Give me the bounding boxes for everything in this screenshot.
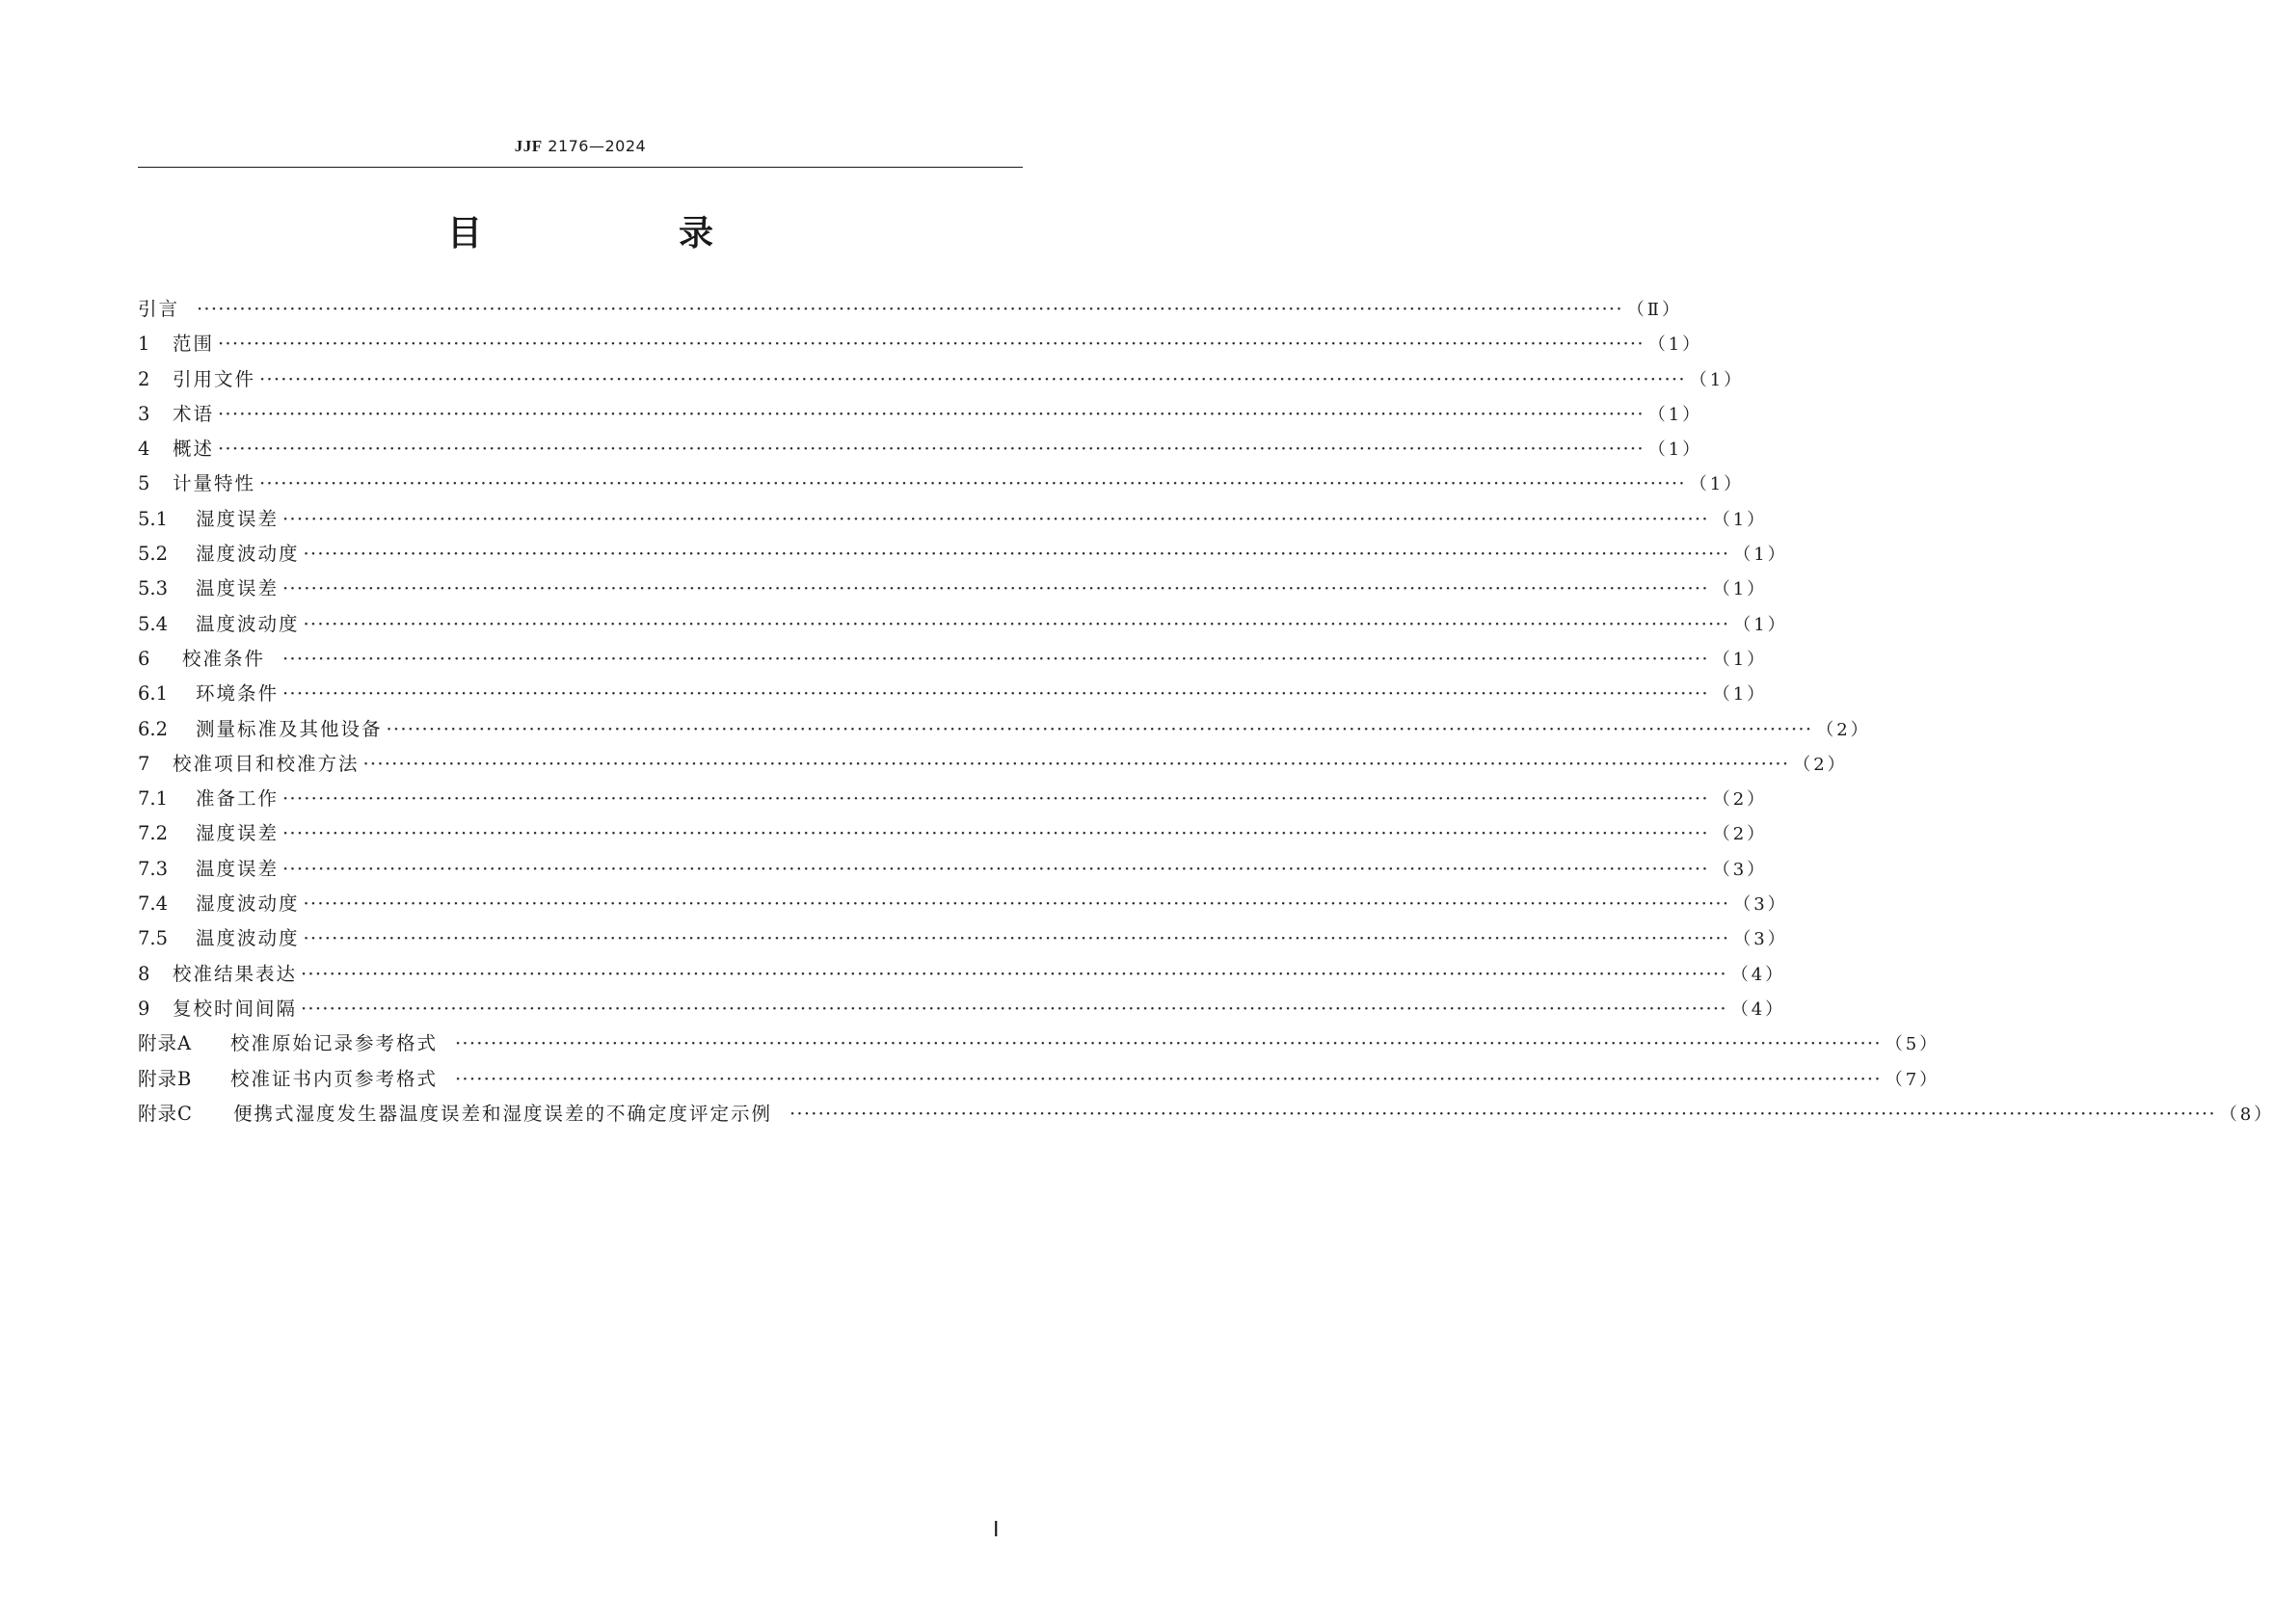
toc-entry-page: （1） bbox=[1712, 649, 1768, 670]
toc-entry-number: 4 bbox=[138, 438, 150, 461]
toc-entry-number: 5.3 bbox=[138, 577, 169, 600]
toc-entry-label: 温度波动度 bbox=[196, 927, 300, 950]
toc-entry-page: （3） bbox=[1733, 894, 1788, 916]
toc-entry-page: （2） bbox=[1712, 789, 1768, 811]
toc-entry-page: （2） bbox=[1816, 719, 1871, 740]
toc-entry-page: （1） bbox=[1712, 509, 1768, 530]
toc-leader: ········································································································································································································ bbox=[362, 752, 1790, 775]
toc-leader: ········································································································································································································ bbox=[386, 717, 1813, 740]
toc-entry-number: 7 bbox=[138, 752, 150, 775]
toc-entry[interactable] bbox=[138, 432, 1703, 466]
toc-entry-page: （1） bbox=[1712, 579, 1768, 600]
toc-entry-number: 8 bbox=[138, 962, 150, 985]
toc-entry-number: 附录B bbox=[138, 1067, 193, 1090]
toc-entry-number: 5 bbox=[138, 472, 150, 495]
toc-entry-label: 引用文件 bbox=[173, 367, 256, 390]
toc-entry[interactable] bbox=[138, 816, 1768, 851]
toc-entry-page: （3） bbox=[1712, 859, 1768, 880]
toc-entry-label: 温度误差 bbox=[196, 857, 280, 880]
toc-entry[interactable] bbox=[138, 712, 1871, 747]
toc-entry[interactable] bbox=[138, 1062, 1940, 1097]
toc-entry-number: 7.1 bbox=[138, 787, 169, 811]
toc-leader: ········································································································································································································ bbox=[218, 438, 1645, 461]
toc-entry-label: 测量标准及其他设备 bbox=[196, 717, 383, 740]
toc-entry-label: 校准结果表达 bbox=[173, 962, 298, 985]
toc-entry-page: （7） bbox=[1885, 1069, 1940, 1090]
toc-entry-page: （Ⅱ） bbox=[1626, 300, 1682, 320]
toc-entry[interactable] bbox=[138, 677, 1768, 711]
toc-entry[interactable] bbox=[138, 537, 1788, 572]
toc-entry-number: 7.2 bbox=[138, 822, 169, 845]
toc-entry[interactable] bbox=[138, 852, 1768, 887]
toc-entry[interactable] bbox=[138, 992, 1786, 1026]
toc-leader: ········································································································································································································ bbox=[282, 822, 1709, 845]
toc-entry-label: 便携式湿度发生器温度误差和湿度误差的不确定度评定示例 bbox=[233, 1102, 773, 1125]
toc-entry-label: 校准项目和校准方法 bbox=[173, 752, 360, 775]
toc-entry-label: 湿度波动度 bbox=[196, 892, 300, 916]
toc-entry-number: 3 bbox=[138, 402, 150, 425]
toc-entry-page: （1） bbox=[1733, 614, 1788, 635]
toc-entry-page: （1） bbox=[1647, 334, 1703, 356]
standard-code: JJF bbox=[514, 137, 543, 155]
toc-entry[interactable] bbox=[138, 921, 1788, 956]
toc-entry[interactable] bbox=[138, 466, 1745, 501]
page-title: 目 录 bbox=[446, 214, 794, 253]
toc-entry-page: （1） bbox=[1647, 439, 1703, 461]
toc-entry[interactable] bbox=[138, 887, 1788, 921]
toc-entry[interactable] bbox=[138, 747, 1848, 782]
toc-entry[interactable] bbox=[138, 782, 1768, 816]
toc-entry-page: （8） bbox=[2219, 1104, 2274, 1125]
toc-entry-number: 6 bbox=[138, 647, 150, 670]
toc-entry-number: 1 bbox=[138, 333, 150, 356]
toc-entry-page: （1） bbox=[1689, 369, 1745, 390]
toc-leader: ········································································································································································································ bbox=[218, 402, 1645, 425]
toc-leader: ········································································································································································································ bbox=[303, 612, 1730, 635]
toc-entry-number: 2 bbox=[138, 367, 150, 390]
toc-entry-page: （3） bbox=[1733, 929, 1788, 950]
toc-entry-label: 温度波动度 bbox=[196, 612, 300, 635]
toc-entry[interactable] bbox=[138, 1097, 2274, 1131]
toc-entry[interactable] bbox=[138, 607, 1788, 642]
toc-entry-page: （4） bbox=[1730, 964, 1786, 985]
toc-entry-page: （2） bbox=[1793, 754, 1848, 775]
toc-leader: ········································································································································································································ bbox=[259, 367, 1686, 390]
toc-entry-label: 术语 bbox=[173, 402, 215, 425]
toc-entry[interactable] bbox=[138, 362, 1745, 397]
toc-entry-number: 7.4 bbox=[138, 892, 169, 916]
toc-entry-label: 概述 bbox=[173, 438, 215, 461]
toc-entry-label: 范围 bbox=[173, 333, 215, 356]
toc-leader: ········································································································································································································ bbox=[303, 892, 1730, 916]
toc-entry-number: 9 bbox=[138, 997, 150, 1020]
toc-leader: ········································································································································································································ bbox=[301, 997, 1727, 1020]
toc-entry-number: 7.3 bbox=[138, 857, 169, 880]
toc-leader: ········································································································································································································ bbox=[303, 927, 1730, 950]
toc-entry-label: 湿度波动度 bbox=[196, 543, 300, 566]
toc-entry-number: 6.2 bbox=[138, 717, 169, 740]
toc-entry[interactable] bbox=[138, 642, 1768, 677]
toc-entry-label: 校准证书内页参考格式 bbox=[230, 1067, 439, 1090]
toc-entry-label: 温度误差 bbox=[196, 577, 280, 600]
toc-leader: ········································································································································································································ bbox=[301, 962, 1727, 985]
toc-entry-page: （1） bbox=[1647, 404, 1703, 425]
toc-entry-number: 5.4 bbox=[138, 612, 169, 635]
toc-entry-label: 计量特性 bbox=[173, 472, 256, 495]
toc-entry[interactable] bbox=[138, 1026, 1940, 1061]
toc-entry-number: 附录A bbox=[138, 1032, 193, 1055]
toc-leader: ········································································································································································································ bbox=[282, 857, 1709, 880]
toc-leader: ········································································································································································································ bbox=[282, 577, 1709, 600]
table-of-contents bbox=[138, 292, 2274, 1131]
toc-entry-page: （1） bbox=[1689, 474, 1745, 495]
toc-entry-number: 5.1 bbox=[138, 507, 169, 530]
toc-entry[interactable] bbox=[138, 327, 1703, 361]
toc-entry-number: 附录C bbox=[138, 1102, 193, 1125]
toc-entry-page: （4） bbox=[1730, 998, 1786, 1020]
toc-entry[interactable] bbox=[138, 397, 1703, 432]
toc-entry-label: 校准条件 bbox=[182, 647, 266, 670]
toc-leader: ········································································································································································································ bbox=[455, 1067, 1882, 1090]
toc-leader: ········································································································································································································ bbox=[218, 333, 1645, 356]
toc-leader: ········································································································································································································ bbox=[259, 472, 1686, 495]
toc-leader: ········································································································································································································ bbox=[282, 507, 1709, 530]
toc-entry-number: 7.5 bbox=[138, 927, 169, 950]
toc-leader: ········································································································································································································ bbox=[282, 787, 1709, 811]
toc-entry-label: 湿度误差 bbox=[196, 822, 280, 845]
toc-entry[interactable] bbox=[138, 957, 1786, 992]
toc-leader: ········································································································································································································ bbox=[282, 682, 1709, 706]
toc-entry-label: 复校时间间隔 bbox=[173, 997, 298, 1020]
toc-entry-number: 5.2 bbox=[138, 543, 169, 566]
toc-entry-number: 6.1 bbox=[138, 682, 169, 706]
standard-number: 2176—2024 bbox=[548, 137, 647, 155]
header-rule bbox=[138, 167, 1023, 168]
toc-entry-page: （2） bbox=[1712, 824, 1768, 845]
toc-entry-page: （1） bbox=[1733, 545, 1788, 566]
toc-leader: ········································································································································································································ bbox=[303, 543, 1730, 566]
toc-entry[interactable] bbox=[138, 292, 1682, 327]
toc-entry-label: 引言 bbox=[138, 298, 180, 320]
toc-entry-label: 校准原始记录参考格式 bbox=[230, 1032, 439, 1055]
toc-leader: ········································································································································································································ bbox=[455, 1032, 1882, 1055]
toc-leader: ········································································································································································································ bbox=[282, 647, 1709, 670]
toc-leader: ········································································································································································································ bbox=[197, 298, 1623, 320]
page-number: Ⅰ bbox=[993, 1517, 1000, 1541]
toc-entry-page: （1） bbox=[1712, 684, 1768, 706]
toc-entry-label: 环境条件 bbox=[196, 682, 280, 706]
toc-entry[interactable] bbox=[138, 502, 1768, 537]
toc-entry-label: 准备工作 bbox=[196, 787, 280, 811]
toc-leader: ········································································································································································································ bbox=[789, 1102, 2216, 1125]
toc-entry-label: 湿度误差 bbox=[196, 507, 280, 530]
toc-entry[interactable] bbox=[138, 572, 1768, 606]
running-header bbox=[138, 137, 1023, 156]
toc-entry-page: （5） bbox=[1885, 1034, 1940, 1055]
